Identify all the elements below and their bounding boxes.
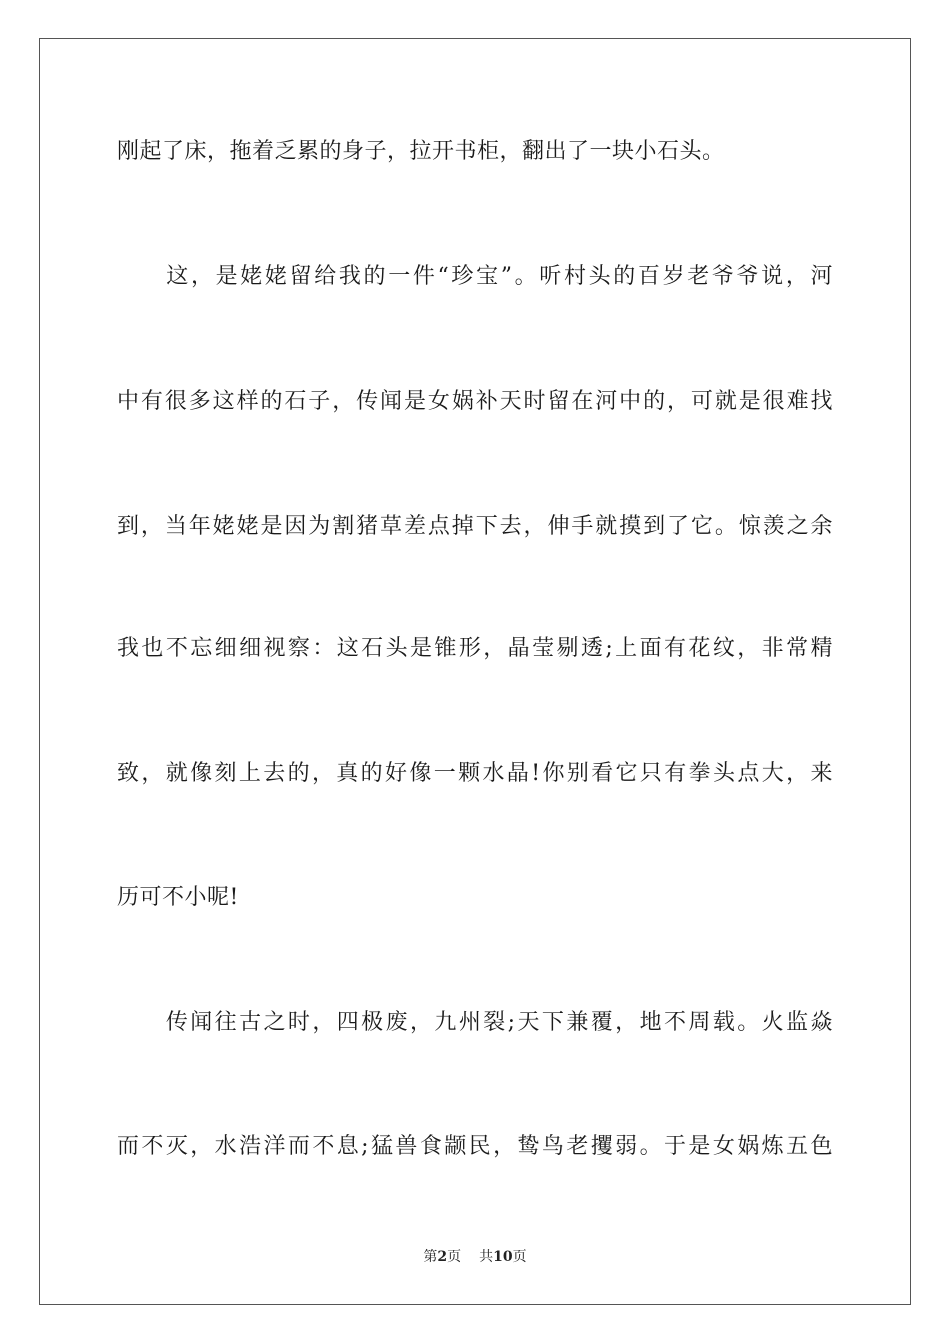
page-number: 2: [437, 1249, 448, 1265]
text-line: 而不灭，水浩洋而不息;猛兽食颛民，鸷鸟老攫弱。于是女娲炼五色: [117, 1134, 833, 1159]
total-pages: 10: [493, 1249, 513, 1265]
page-border: [39, 38, 911, 1305]
text-line: 我也不忘细细视察：这石头是锥形，晶莹剔透;上面有花纹，非常精: [117, 636, 833, 661]
total-label-prefix: 共: [479, 1249, 494, 1265]
text-line: 中有很多这样的石子，传闻是女娲补天时留在河中的，可就是很难找: [117, 389, 833, 414]
text-line: 致，就像刻上去的，真的好像一颗水晶!你别看它只有拳头点大，来: [117, 761, 833, 786]
page-footer: [0, 1247, 950, 1267]
text-line: 到，当年姥姥是因为割猪草差点掉下去，伸手就摸到了它。惊羡之余: [117, 514, 833, 539]
text-line: 历可不小呢!: [117, 885, 239, 910]
page-label-suffix: 页: [447, 1249, 462, 1265]
total-label-suffix: 页: [512, 1249, 527, 1265]
text-line: 传闻往古之时，四极废，九州裂;天下兼覆，地不周载。火监焱: [117, 1010, 833, 1035]
page-label-prefix: 第: [423, 1249, 438, 1265]
text-line: 这，是姥姥留给我的一件“珍宝”。听村头的百岁老爷爷说，河: [117, 264, 833, 289]
text-line: 刚起了床，拖着乏累的身子，拉开书柜，翻出了一块小石头。: [117, 139, 725, 164]
